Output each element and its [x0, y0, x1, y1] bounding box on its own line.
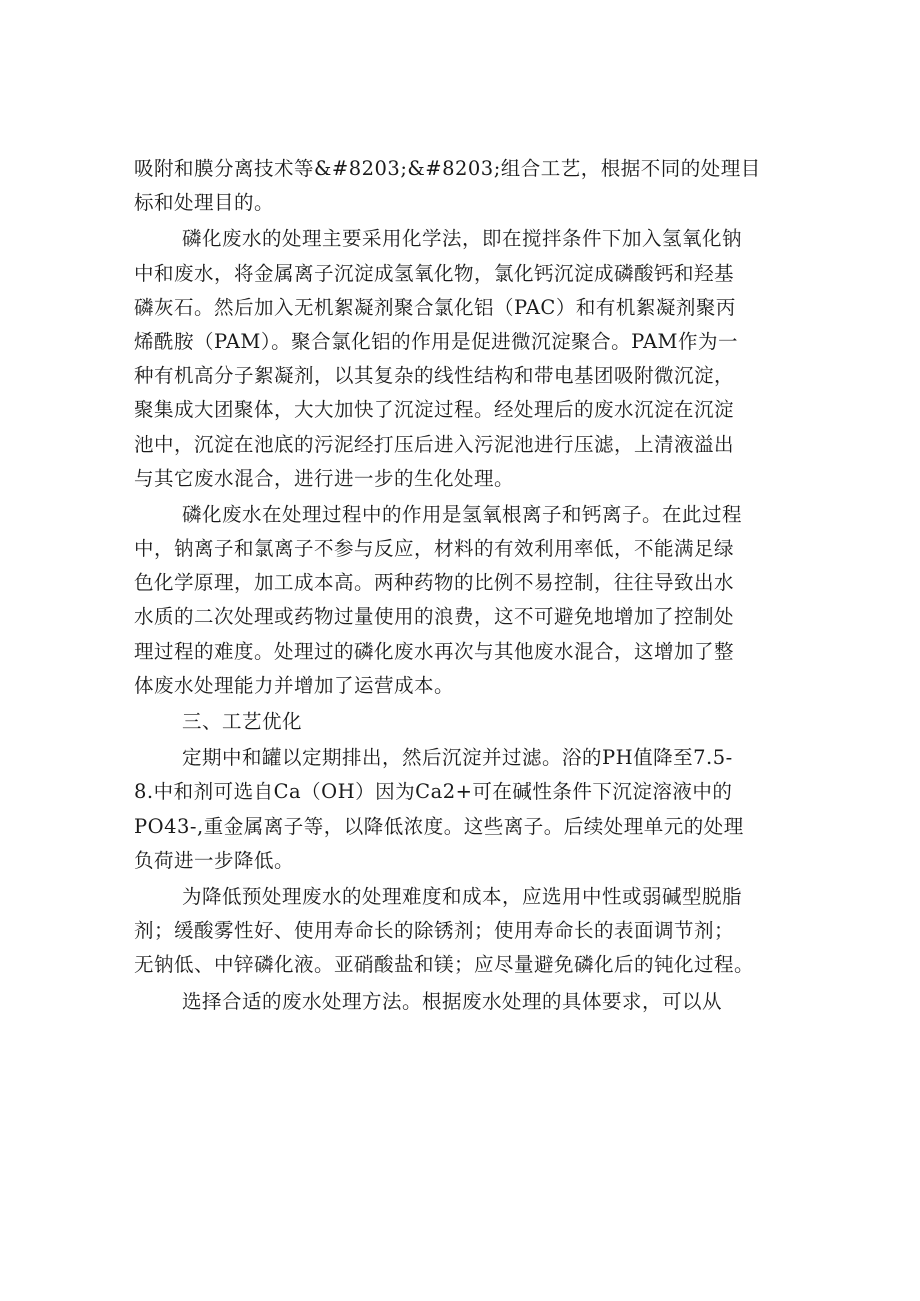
text-line: 吸附和膜分离技术等&#8203;&#8203;组合工艺，根据不同的处理目 [134, 157, 761, 180]
text-line: 体废水处理能力并增加了运营成本。 [134, 673, 455, 697]
paragraph-4 [134, 741, 794, 878]
text-line: 中和废水，将金属离子沉淀成氢氧化物，氯化钙沉淀成磷酸钙和羟基 [134, 261, 735, 285]
text-line: 色化学原理，加工成本高。两种药物的比例不易控制，往往导致出水 [134, 571, 735, 595]
text-line: 种有机高分子絮凝剂，以其复杂的线性结构和带电基团吸附微沉淀， [134, 364, 735, 388]
section-title: 三、工艺优化 [182, 710, 303, 733]
text-line: 标和处理目的。 [134, 191, 275, 215]
paragraph-2 [134, 222, 794, 496]
text-line: 理过程的难度。处理过的磷化废水再次与其他废水混合，这增加了整 [134, 639, 735, 663]
text-line: 选择合适的废水处理方法。根据废水处理的具体要求，可以从 [182, 989, 723, 1013]
text-line: 磷化废水的处理主要采用化学法，即在搅拌条件下加入氢氧化钠 [182, 227, 743, 251]
text-line: 剂；缓酸雾性好、使用寿命长的除锈剂；使用寿命长的表面调节剂； [134, 919, 735, 943]
paragraph-1 [134, 152, 794, 220]
text-line: 聚集成大团聚体，大大加快了沉淀过程。经处理后的废水沉淀在沉淀 [134, 398, 735, 422]
text-line: 定期中和罐以定期排出，然后沉淀并过滤。浴的PH值降至7.5- [182, 746, 733, 770]
text-line: 磷灰石。然后加入无机絮凝剂聚合氯化铝（PAC）和有机絮凝剂聚丙 [134, 295, 736, 319]
text-line: 为降低预处理废水的处理难度和成本，应选用中性或弱碱型脱脂 [182, 884, 743, 908]
text-line: 无钠低、中锌磷化液。亚硝酸盐和镁；应尽量避免磷化后的钝化过程。 [134, 953, 755, 977]
text-line: 烯酰胺（PAM）。聚合氯化铝的作用是促进微沉淀聚合。PAM作为一 [134, 329, 739, 353]
text-line: 中，钠离子和氯离子不参与反应，材料的有效利用率低，不能满足绿 [134, 537, 735, 561]
document-body [134, 152, 794, 1019]
text-line: 8.中和剂可选自Ca（OH）因为Ca2+可在碱性条件下沉淀溶液中的 [134, 780, 733, 804]
section-heading [134, 705, 794, 739]
text-line: 与其它废水混合，进行进一步的生化处理。 [134, 466, 515, 490]
text-line: 水质的二次处理或药物过量使用的浪费，这不可避免地增加了控制处 [134, 605, 735, 629]
paragraph-6 [134, 985, 794, 1019]
text-line: PO43-,重金属离子等，以降低浓度。这些离子。后续处理单元的处理 [134, 814, 744, 838]
paragraph-5 [134, 880, 794, 983]
paragraph-3 [134, 498, 794, 703]
text-line: 磷化废水在处理过程中的作用是氢氧根离子和钙离子。在此过程 [182, 502, 743, 526]
text-line: 池中，沉淀在池底的污泥经打压后进入污泥池进行压滤，上清液溢出 [134, 432, 735, 456]
text-line: 负荷进一步降低。 [134, 848, 295, 872]
